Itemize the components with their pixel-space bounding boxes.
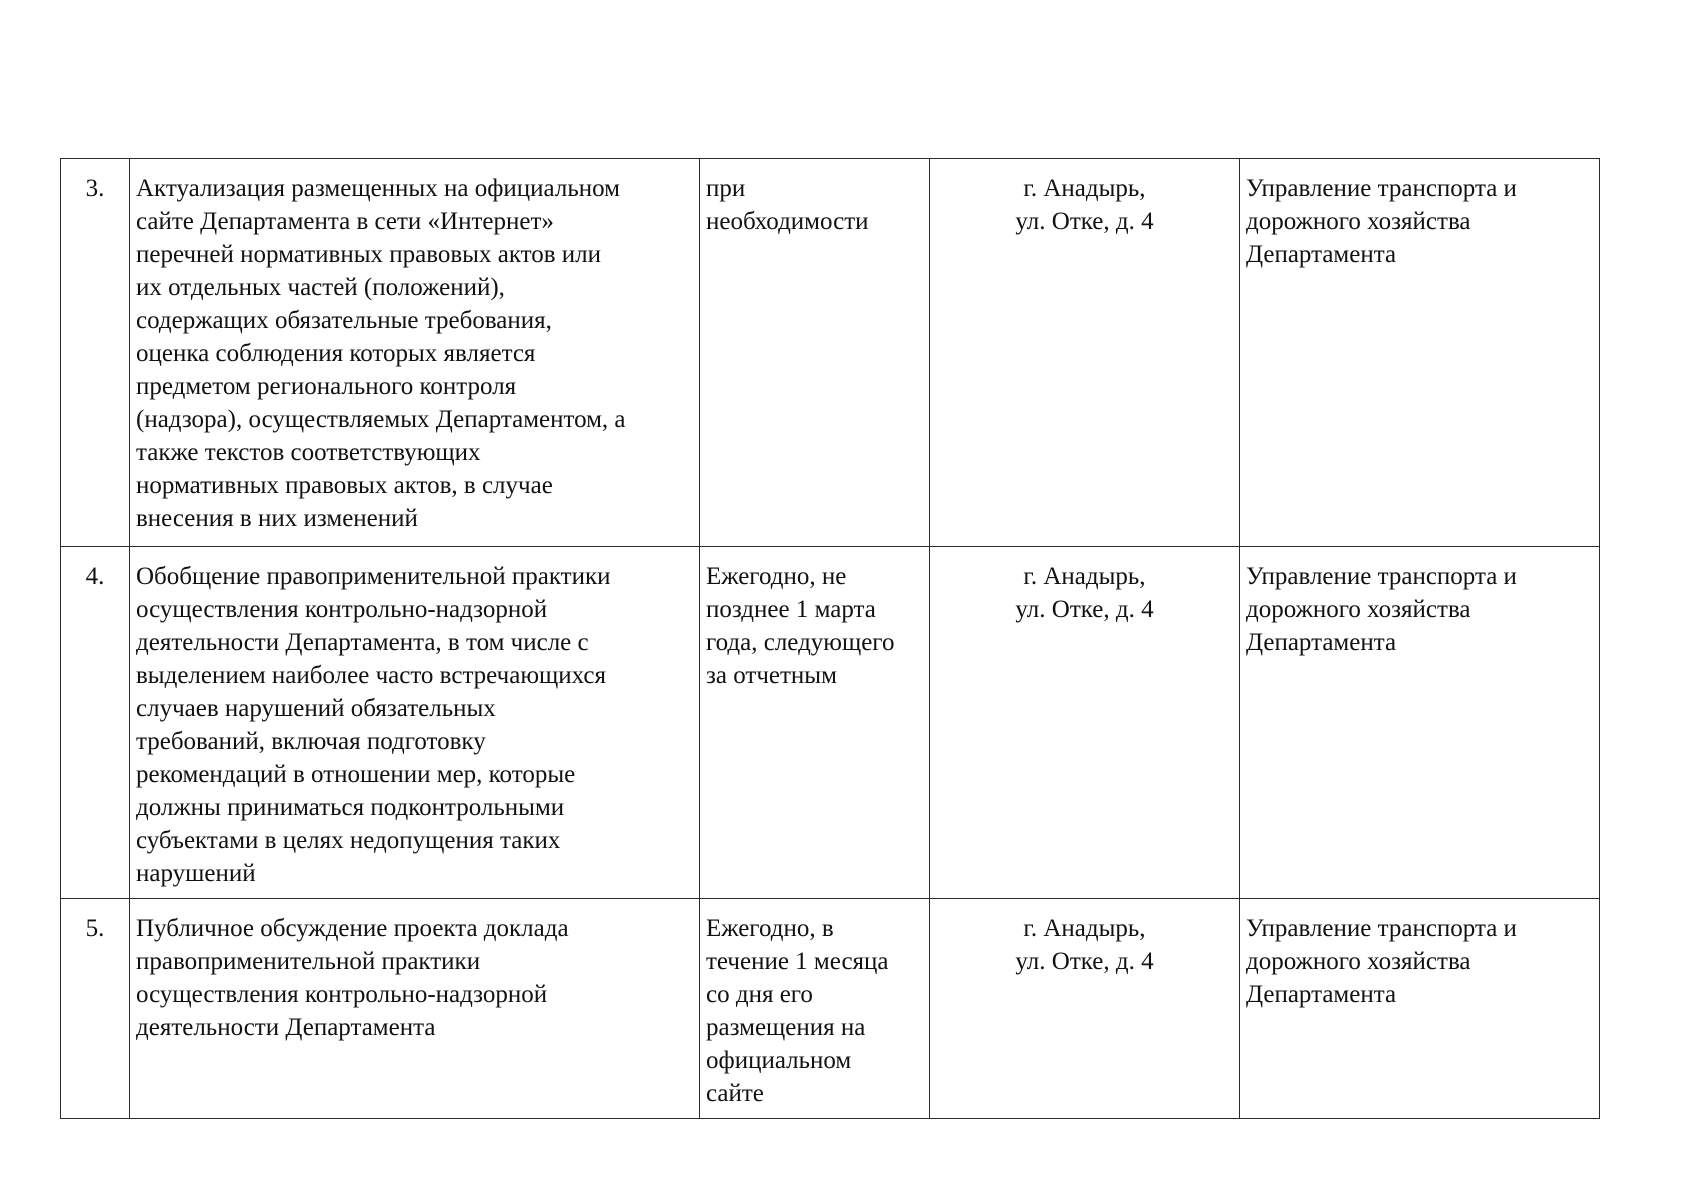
responsible-line: Департамента — [1246, 629, 1397, 656]
activity-line: правоприменительной практики — [136, 948, 481, 975]
place-line: г. Анадырь, — [1023, 915, 1146, 942]
term-line: позднее 1 марта — [706, 596, 876, 623]
activity-line: оценка соблюдения которых является — [136, 340, 536, 367]
term-line: размещения на — [706, 1014, 866, 1041]
term-line: Ежегодно, в — [706, 915, 834, 942]
activity-line: (надзора), осуществляемых Департаментом, а — [136, 406, 626, 433]
activity-line: Обобщение правоприменительной практики — [136, 563, 611, 590]
activity-line: их отдельных частей (положений), — [136, 274, 505, 301]
term-line: со дня его — [706, 981, 813, 1008]
place-line: ул. Отке, д. 4 — [1015, 208, 1154, 235]
activity-line: внесения в них изменений — [136, 505, 418, 532]
activity-line: деятельности Департамента — [136, 1014, 436, 1041]
activity-line: Публичное обсуждение проекта доклада — [136, 915, 569, 942]
responsible-line: дорожного хозяйства — [1246, 596, 1471, 623]
measures-table-body — [61, 159, 1600, 1119]
activity-cell — [130, 159, 700, 547]
term-line: за отчетным — [706, 662, 837, 689]
responsible-line: Управление транспорта и — [1246, 915, 1517, 942]
term-line: необходимости — [706, 208, 869, 235]
responsible-line: Управление транспорта и — [1246, 563, 1517, 590]
place-line: г. Анадырь, — [1023, 563, 1146, 590]
term-line: официальном — [706, 1047, 852, 1074]
activity-line: субъектами в целях недопущения таких — [136, 827, 561, 854]
place-cell — [930, 159, 1240, 547]
row-number: 3. — [61, 159, 130, 547]
activity-line: предметом регионального контроля — [136, 373, 517, 400]
term-cell — [700, 159, 930, 547]
term-line: Ежегодно, не — [706, 563, 847, 590]
table-row — [61, 899, 1600, 1119]
term-line: течение 1 месяца — [706, 948, 889, 975]
activity-line: выделением наиболее часто встречающихся — [136, 662, 606, 689]
responsible-cell — [1240, 159, 1600, 547]
responsible-cell — [1240, 899, 1600, 1119]
activity-line: содержащих обязательные требования, — [136, 307, 552, 334]
activity-line: также текстов соответствующих — [136, 439, 481, 466]
activity-line: случаев нарушений обязательных — [136, 695, 496, 722]
term-line: года, следующего — [706, 629, 895, 656]
activity-line: сайте Департамента в сети «Интернет» — [136, 208, 554, 235]
place-line: г. Анадырь, — [1023, 175, 1146, 202]
row-number: 5. — [61, 899, 130, 1119]
term-line: при — [706, 175, 746, 202]
responsible-line: Управление транспорта и — [1246, 175, 1517, 202]
place-cell — [930, 899, 1240, 1119]
activity-line: рекомендаций в отношении мер, которые — [136, 761, 576, 788]
activity-line: должны приниматься подконтрольными — [136, 794, 565, 821]
table-row — [61, 547, 1600, 899]
place-cell — [930, 547, 1240, 899]
place-line: ул. Отке, д. 4 — [1015, 596, 1154, 623]
activity-cell — [130, 899, 700, 1119]
activity-line: осуществления контрольно-надзорной — [136, 981, 548, 1008]
table-row — [61, 159, 1600, 547]
activity-line: осуществления контрольно-надзорной — [136, 596, 548, 623]
activity-line: нарушений — [136, 860, 256, 887]
term-line: сайте — [706, 1080, 764, 1107]
responsible-line: Департамента — [1246, 241, 1397, 268]
measures-table — [60, 158, 1600, 1119]
activity-line: деятельности Департамента, в том числе с — [136, 629, 589, 656]
responsible-line: Департамента — [1246, 981, 1397, 1008]
responsible-cell — [1240, 547, 1600, 899]
row-number: 4. — [61, 547, 130, 899]
activity-line: нормативных правовых актов, в случае — [136, 472, 553, 499]
place-line: ул. Отке, д. 4 — [1015, 948, 1154, 975]
activity-line: перечней нормативных правовых актов или — [136, 241, 602, 268]
activity-cell — [130, 547, 700, 899]
term-cell — [700, 899, 930, 1119]
activity-line: Актуализация размещенных на официальном — [136, 175, 620, 202]
responsible-line: дорожного хозяйства — [1246, 208, 1471, 235]
responsible-line: дорожного хозяйства — [1246, 948, 1471, 975]
activity-line: требований, включая подготовку — [136, 728, 486, 755]
term-cell — [700, 547, 930, 899]
